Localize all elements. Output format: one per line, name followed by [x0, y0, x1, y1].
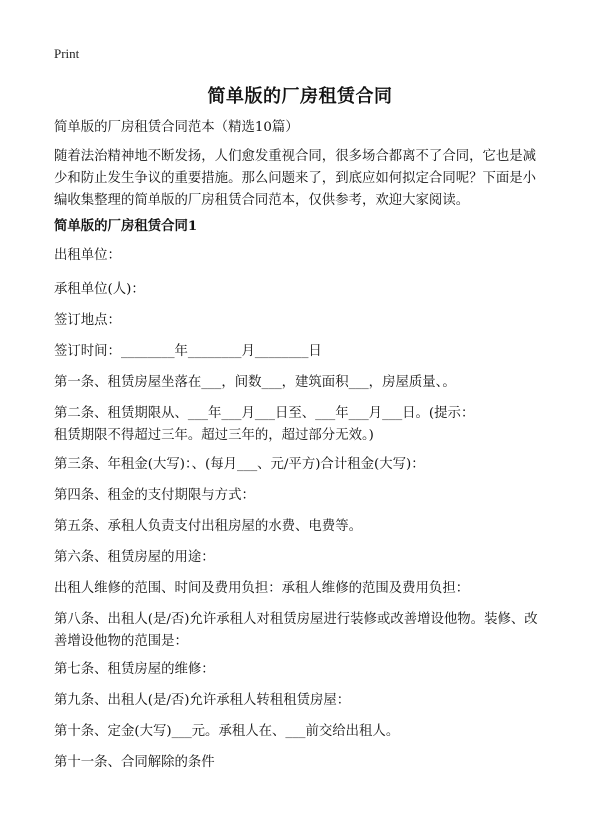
document-title: 简单版的厂房租赁合同: [207, 86, 393, 107]
article-11: 第十一条、合同解除的条件: [54, 755, 215, 770]
repair-scope: 出租人维修的范围、时间及费用负担：承租人维修的范围及费用负担：: [54, 581, 470, 596]
intro-line: 少和防止发生争议的重要措施。那么问题来了，到底应如何拟定合同呢？下面是小: [54, 171, 537, 186]
article-2: [54, 403, 554, 447]
article-8-line: 善增设他物的范围是：: [54, 634, 188, 649]
article-5: 第五条、承租人负责支付出租房屋的水费、电费等。: [54, 519, 362, 534]
article-3: 第三条、年租金(大写)：、(每月___、元/平方)合计租金(大写)：: [54, 457, 425, 472]
intro-paragraph: [54, 146, 554, 212]
article-2-line: 第二条、租赁期限从、___年___月___日至、___年___月___日。(提示：: [54, 406, 475, 421]
article-7: 第七条、租赁房屋的维修：: [54, 662, 215, 677]
article-8-line: 第八条、出租人(是/否)允许承租人对租赁房屋进行装修或改善增设他物。装修、改: [54, 612, 538, 627]
article-1: 第一条、租赁房屋坐落在___，间数___，建筑面积___，房屋质量、。: [54, 375, 456, 390]
article-10: 第十条、定金(大写)___元。承租人在、___前交给出租人。: [54, 724, 400, 739]
article-8: [54, 609, 554, 653]
field-place: 签订地点：: [54, 313, 121, 328]
article-9: 第九条、出租人(是/否)允许承租人转租租赁房屋：: [54, 693, 351, 708]
article-4: 第四条、租金的支付期限与方式：: [54, 488, 255, 503]
document-subtitle: 简单版的厂房租赁合同范本（精选10篇）: [54, 120, 299, 135]
article-6: 第六条、租赁房屋的用途：: [54, 550, 215, 565]
intro-line: 随着法治精神地不断发扬，人们愈发重视合同，很多场合都离不了合同，它也是减: [54, 149, 537, 164]
section-heading: 简单版的厂房租赁合同1: [54, 218, 198, 234]
article-2-line: 租赁期限不得超过三年。超过三年的，超过部分无效。): [54, 428, 374, 443]
intro-line: 编收集整理的简单版的厂房租赁合同范本，仅供参考，欢迎大家阅读。: [54, 193, 470, 208]
field-time: 签订时间：________年________月________日: [54, 344, 322, 359]
field-lessee: 承租单位(人)：: [54, 282, 145, 297]
field-lessor: 出租单位：: [54, 248, 121, 263]
print-link[interactable]: Print: [54, 46, 80, 61]
